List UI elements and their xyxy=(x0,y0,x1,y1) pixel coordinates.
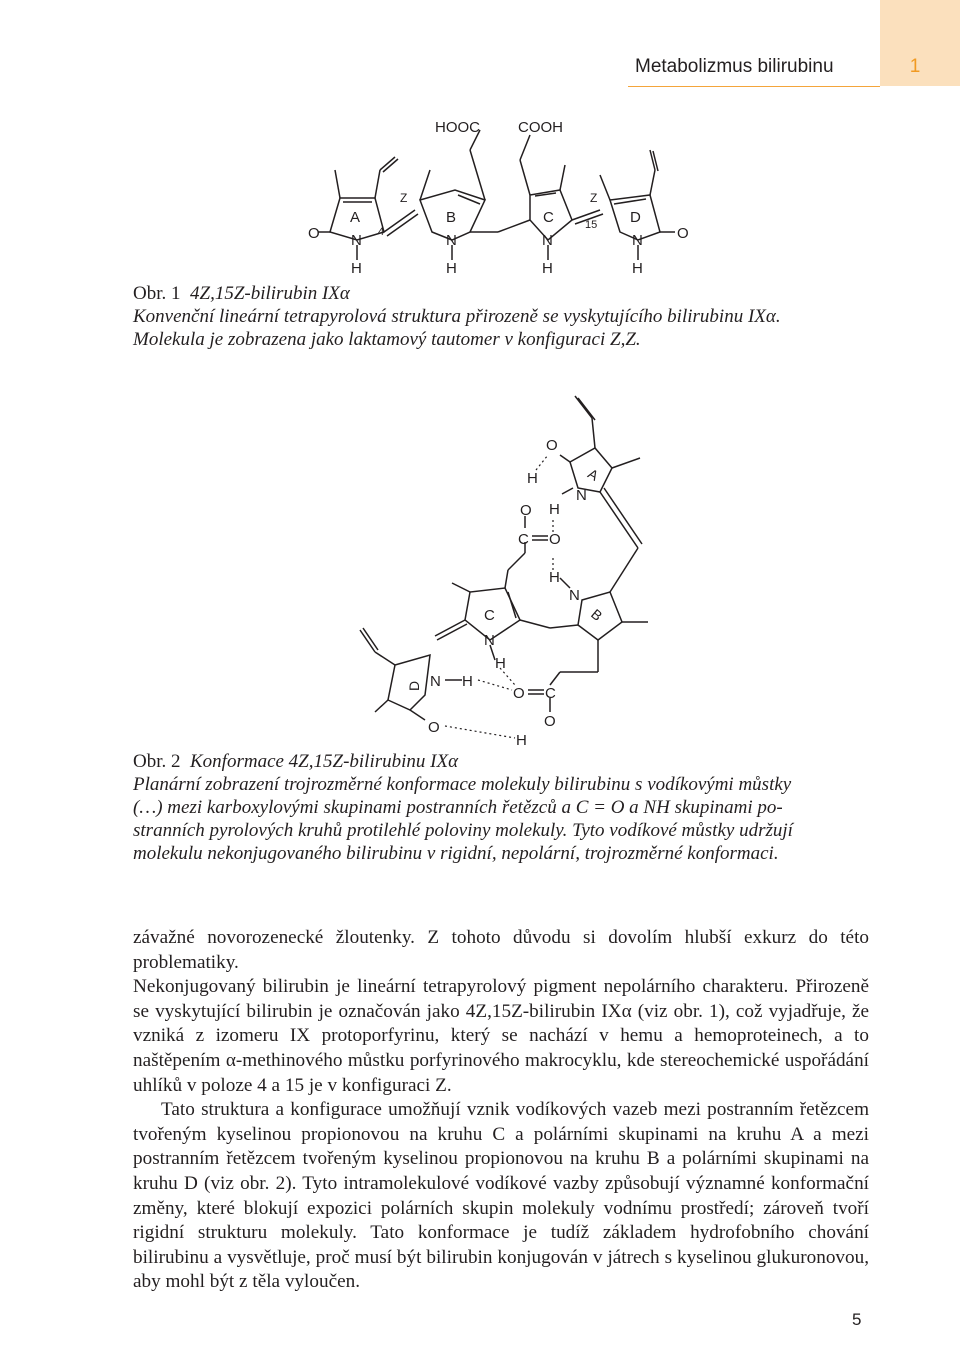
h-ring-c: H xyxy=(542,260,553,277)
paragraph: Tato struktura a konfigurace umožňují vznik vodíkových vazeb mezi postranním řetězcem tvořeným kyselinou propionovou na kruhu C a polárními skupinami na kruhu A a mezi postranním řetězcem tvořeným kyselinou propionovou na kruhu B a polárními skupinami na kruhu D (viz obr. 2). Tyto intramolekulové vodíkové vazby způsobují významné konformační změny, které blokují expozici polárních skupin molekuly vodnímu prostředí; zároveň tvoří rigidní strukturu molekuly. Tato konformace je tudíž základem hydrofobního chování bilirubinu a vysvětluje, proč musí být bilirubin konjugován v játrech s kyselinou glukuronovou, aby mohl být z těla vyloučen. xyxy=(133,1099,869,1293)
figure-1-caption-line: Molekula je zobrazena jako laktamový tautomer v konfiguraci Z,Z. xyxy=(133,329,641,350)
h-ring-d-n: H xyxy=(462,673,473,690)
h-ring-b: H xyxy=(446,260,457,277)
ring-b-label: B xyxy=(588,605,606,624)
h-ring-a: H xyxy=(351,260,362,277)
z-label-4: Z xyxy=(400,191,408,205)
o-acid-b: O xyxy=(544,713,556,730)
hydrogen-bonds xyxy=(445,455,553,738)
figure-2-caption-line: (…) mezi karboxylovými skupinami postranních řetězců a C = O a NH skupinami po- xyxy=(133,797,783,818)
ring-b-label: B xyxy=(446,209,457,226)
figure-2-labels xyxy=(406,437,605,749)
figure-2-caption-line: molekulu nekonjugovaného bilirubinu v rigidní, nepolární, trojrozměrné konformaci. xyxy=(133,843,779,864)
oxygen-left: O xyxy=(308,225,320,242)
paragraph: Nekonjugovaný bilirubin je lineární tetrapyrolový pigment nepolárního charakteru. Přirozeně se vyskytující bilirubin je označován jako 4Z,15Z-bilirubin IXα (viz obr. 1), což vyjadřuje, že vzniká z izomeru IX protoporfyrinu, který se nachází v hemu a hemoproteinech, a to naštěpením α-methinového můstku porfyrinového makrocyklu, kde stereochemické uspořádání uhlíků v poloze 4 a 15 je v konfiguraci Z. xyxy=(133,976,869,1096)
o-ring-d: O xyxy=(428,719,440,736)
figure-2-caption-line: Planární zobrazení trojrozměrné konformace molekuly bilirubinu s vodíkovými můstky xyxy=(133,774,792,795)
ring-a-label: A xyxy=(585,465,602,484)
figure-1-caption-line: Konvenční lineární tetrapyrolová struktura přirozeně se vyskytujícího bilirubinu IXα. xyxy=(133,306,781,327)
z-label-15: Z xyxy=(590,191,598,205)
ring-c-label: C xyxy=(543,209,554,226)
figure-1-structure xyxy=(318,130,675,260)
n-ring-b: N xyxy=(569,587,580,604)
paragraph: závažné novorozenecké žloutenky. Z tohoto důvodu si dovolím hlubší exkurz do této problematiky. xyxy=(133,927,869,973)
chapter-number: 1 xyxy=(909,56,921,77)
running-title: Metabolizmus bilirubinu xyxy=(635,56,834,77)
ring-d-label: D xyxy=(630,209,641,226)
h-acid-b: H xyxy=(516,732,527,749)
locant-15: 15 xyxy=(585,219,598,231)
locant-4: 4 xyxy=(378,226,385,238)
figure-1-caption xyxy=(133,282,873,351)
n-ring-c: N xyxy=(542,232,553,249)
o-top: O xyxy=(546,437,558,454)
o-acid-c: O xyxy=(520,502,532,519)
h-ring-a-n: H xyxy=(549,501,560,518)
body-text xyxy=(133,926,869,1295)
hooc-label: HOOC xyxy=(435,119,480,136)
n-ring-d: N xyxy=(632,232,643,249)
o-carbonyl-b: O xyxy=(513,685,525,702)
figure-2-label: Obr. 2 xyxy=(133,751,181,772)
cooh-label: COOH xyxy=(518,119,563,136)
figure-2-caption xyxy=(133,750,873,865)
n-ring-a: N xyxy=(576,487,587,504)
n-ring-c: N xyxy=(484,632,495,649)
figure-1-label: Obr. 1 xyxy=(133,283,181,304)
h-ring-d: H xyxy=(632,260,643,277)
n-ring-d: N xyxy=(430,673,441,690)
ring-c-label: C xyxy=(484,607,495,624)
page-number: 5 xyxy=(852,1310,862,1329)
h-top-left: H xyxy=(527,470,538,487)
o-carbonyl-c: O xyxy=(549,531,561,548)
n-ring-a: N xyxy=(351,232,362,249)
ring-d-label: D xyxy=(406,680,422,691)
n-ring-b: N xyxy=(446,232,457,249)
ring-a-label: A xyxy=(350,209,361,226)
c-acid-b: C xyxy=(545,685,556,702)
oxygen-right: O xyxy=(677,225,689,242)
h-ring-b-n: H xyxy=(549,569,560,586)
figure-2-caption-line: stranních pyrolových kruhů protilehlé poloviny molekuly. Tyto vodíkové můstky udržují xyxy=(133,820,793,841)
figure-1-title: 4Z,15Z-bilirubin IXα xyxy=(190,283,350,304)
c-acid-c: C xyxy=(518,531,529,548)
figure-2-title: Konformace 4Z,15Z-bilirubinu IXα xyxy=(190,751,459,772)
h-ring-c-n: H xyxy=(495,655,506,672)
